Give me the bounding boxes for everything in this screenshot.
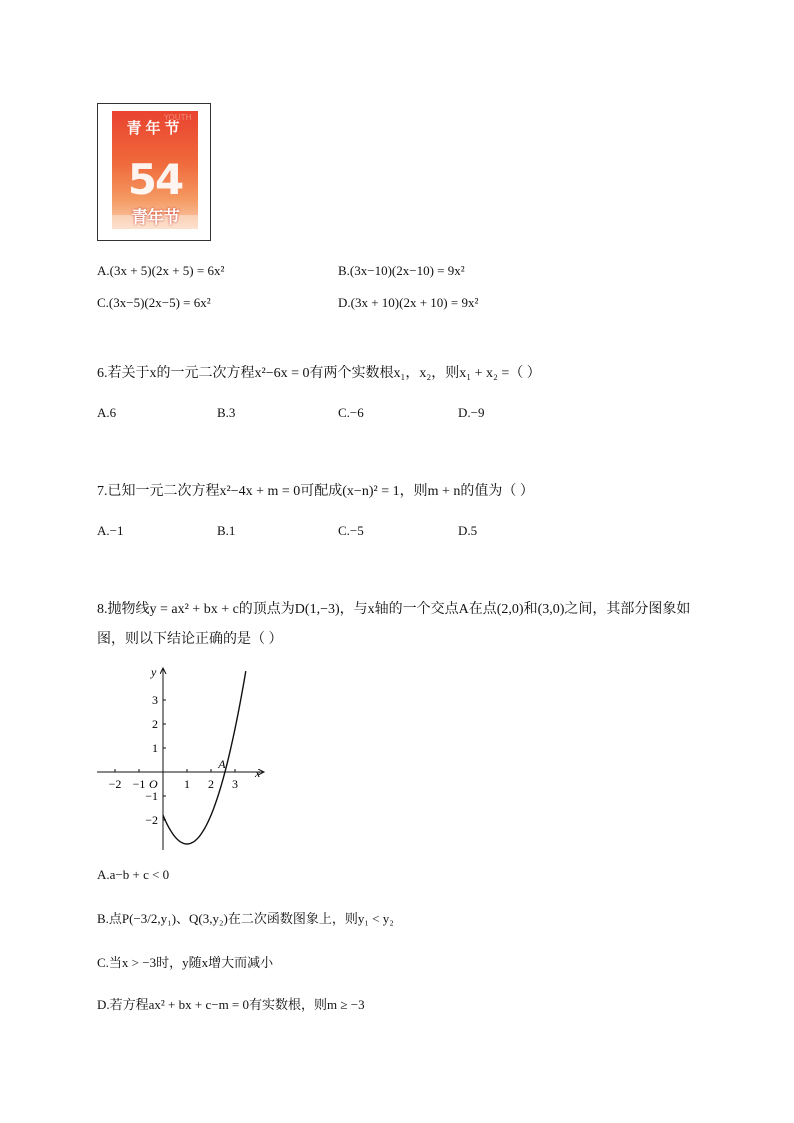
y-tick-label: 2 xyxy=(152,717,158,731)
x-tick-label: −2 xyxy=(108,777,122,791)
q6-stem: 6.若关于x的一元二次方程x²−6x = 0有两个实数根x₁，x₂，则x₁ + x₂ =（ ） xyxy=(97,366,541,381)
q7-option-d: D.5 xyxy=(458,523,478,538)
q6-option-a: A.6 xyxy=(97,405,117,420)
origin-label: O xyxy=(149,777,158,791)
parabola-graph xyxy=(92,660,272,855)
q8-option-d: D.若方程ax² + bx + c−m = 0有实数根，则m ≥ −3 xyxy=(97,997,365,1012)
poster-watermark-text: YOUTH xyxy=(164,113,192,122)
poster-top-text: 青年节 xyxy=(126,119,184,137)
q7-stem: 7.已知一元二次方程x²−4x + m = 0可配成(x−n)² = 1，则m + n的值为（ ） xyxy=(97,484,534,499)
parabola-curve xyxy=(163,671,246,844)
x-tick-label: −1 xyxy=(132,777,146,791)
q5-option-b: B.(3x−10)(2x−10) = 9x² xyxy=(338,263,465,278)
q6-option-d: D.−9 xyxy=(458,405,485,420)
q8-stem-line1: 8.抛物线y = ax² + bx + c的顶点为D(1,−3)，与x轴的一个交点A在点(2,0)和(3,0)之间，其部分图象如 xyxy=(97,602,691,617)
x-tick-label: 1 xyxy=(184,777,190,791)
y-tick-label: 3 xyxy=(152,693,158,707)
q8-stem-line2: 图，则以下结论正确的是（ ） xyxy=(97,632,283,647)
q8-option-a: A.a−b + c < 0 xyxy=(97,867,170,882)
q8-option-b: B.点P(−3/2,y₁)、Q(3,y₂)在二次函数图象上，则y₁ < y₂ xyxy=(97,911,394,926)
x-tick-label: 3 xyxy=(232,777,238,791)
x-axis-label: x xyxy=(255,766,261,780)
q8-option-c: C.当x > −3时，y随x增大而减小 xyxy=(97,955,274,970)
poster-bottom-text: 青年节 xyxy=(131,208,179,228)
q5-option-d: D.(3x + 10)(2x + 10) = 9x² xyxy=(338,295,479,310)
y-axis-label: y xyxy=(151,665,157,679)
point-a-label: A xyxy=(218,757,226,771)
y-tick-label: 1 xyxy=(152,741,158,755)
youth-day-poster xyxy=(112,111,198,229)
q5-option-a: A.(3x + 5)(2x + 5) = 6x² xyxy=(97,263,225,278)
q6-option-b: B.3 xyxy=(217,405,236,420)
q6-option-c: C.−6 xyxy=(338,405,364,420)
q7-option-b: B.1 xyxy=(217,523,236,538)
x-tick-label: 2 xyxy=(208,777,214,791)
y-tick-label: −2 xyxy=(145,813,158,827)
q7-option-c: C.−5 xyxy=(338,523,364,538)
poster-number: 54 xyxy=(127,155,183,204)
q5-option-c: C.(3x−5)(2x−5) = 6x² xyxy=(97,295,211,310)
q7-option-a: A.−1 xyxy=(97,523,124,538)
y-tick-label: −1 xyxy=(145,789,158,803)
